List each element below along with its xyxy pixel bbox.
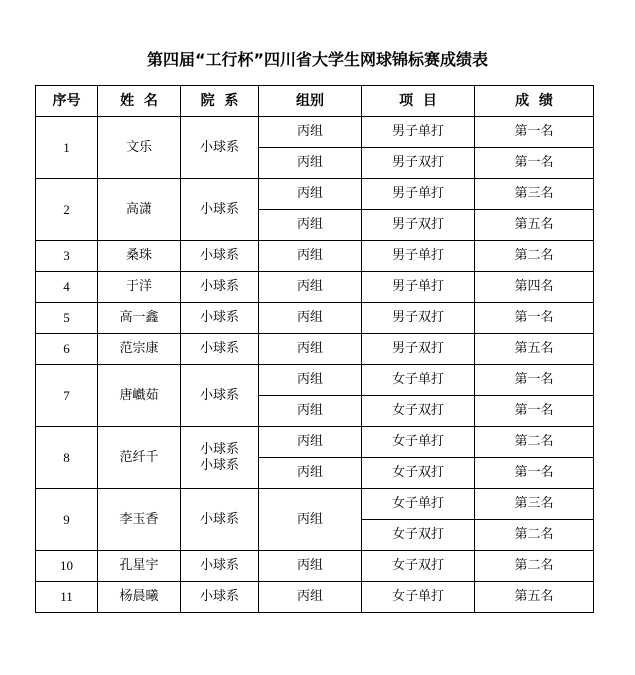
cell-group: 丙组 <box>259 272 362 303</box>
cell-name: 高潇 <box>98 179 181 241</box>
cell-department <box>181 489 259 551</box>
cell-event: 男子双打 <box>362 334 475 365</box>
cell-result: 第四名 <box>475 272 594 303</box>
cell-name: 杨晨曦 <box>98 582 181 613</box>
cell-no: 7 <box>36 365 98 427</box>
table-row <box>36 551 594 582</box>
department-label: 小球系 <box>199 248 239 263</box>
header-name: 姓 名 <box>98 86 181 117</box>
cell-department <box>181 179 259 241</box>
cell-event: 男子双打 <box>362 148 475 179</box>
department-label: 小球系 <box>199 511 239 527</box>
cell-no: 4 <box>36 272 98 303</box>
department-label: 小球系 <box>199 441 239 457</box>
table-row <box>36 427 594 458</box>
department-label: 小球系 <box>199 387 239 403</box>
results-body <box>36 117 594 613</box>
cell-result: 第五名 <box>475 210 594 241</box>
page-title: 第四届“工行杯”四川省大学生网球锦标赛成绩表 <box>146 50 489 69</box>
cell-no: 5 <box>36 303 98 334</box>
header-group: 组别 <box>259 86 362 117</box>
cell-no: 10 <box>36 551 98 582</box>
header-no: 序号 <box>36 86 98 117</box>
cell-event: 男子单打 <box>362 179 475 210</box>
cell-event: 女子单打 <box>362 582 475 613</box>
cell-result: 第三名 <box>475 489 594 520</box>
cell-group: 丙组 <box>259 241 362 272</box>
cell-result: 第二名 <box>475 241 594 272</box>
cell-event: 男子双打 <box>362 303 475 334</box>
cell-name: 高一鑫 <box>98 303 181 334</box>
cell-group: 丙组 <box>259 117 362 148</box>
cell-group: 丙组 <box>259 334 362 365</box>
cell-name: 唐巇茹 <box>98 365 181 427</box>
cell-department <box>181 241 259 272</box>
cell-department <box>181 427 259 489</box>
table-row <box>36 489 594 520</box>
department-label: 小球系 <box>199 201 239 217</box>
department-label: 小球系 <box>199 341 239 356</box>
cell-name: 孔星宇 <box>98 551 181 582</box>
cell-result: 第一名 <box>475 458 594 489</box>
cell-result: 第一名 <box>475 117 594 148</box>
cell-result: 第一名 <box>475 365 594 396</box>
cell-result: 第五名 <box>475 582 594 613</box>
header-event: 项 目 <box>362 86 475 117</box>
cell-event: 女子单打 <box>362 489 475 520</box>
cell-department <box>181 303 259 334</box>
cell-no: 3 <box>36 241 98 272</box>
table-row <box>36 241 594 272</box>
cell-event: 男子单打 <box>362 241 475 272</box>
cell-department <box>181 551 259 582</box>
cell-name: 范宗康 <box>98 334 181 365</box>
cell-group: 丙组 <box>259 303 362 334</box>
department-label: 小球系 <box>199 279 239 294</box>
cell-no: 9 <box>36 489 98 551</box>
cell-result: 第一名 <box>475 148 594 179</box>
cell-result: 第三名 <box>475 179 594 210</box>
cell-group: 丙组 <box>259 427 362 458</box>
cell-group: 丙组 <box>259 148 362 179</box>
table-row <box>36 272 594 303</box>
cell-group: 丙组 <box>259 489 362 551</box>
cell-event: 男子双打 <box>362 210 475 241</box>
cell-result: 第二名 <box>475 551 594 582</box>
department-label: 小球系 <box>199 558 239 573</box>
department-label: 小球系 <box>199 310 239 325</box>
cell-result: 第五名 <box>475 334 594 365</box>
cell-department <box>181 117 259 179</box>
cell-event: 男子单打 <box>362 272 475 303</box>
cell-group: 丙组 <box>259 365 362 396</box>
cell-no: 8 <box>36 427 98 489</box>
cell-no: 11 <box>36 582 98 613</box>
results-table <box>35 85 594 613</box>
cell-event: 女子单打 <box>362 427 475 458</box>
cell-name: 文乐 <box>98 117 181 179</box>
department-label: 小球系 <box>199 139 239 155</box>
header-department: 院 系 <box>181 86 259 117</box>
department-label: 小球系 <box>199 457 239 473</box>
cell-result: 第二名 <box>475 520 594 551</box>
cell-group: 丙组 <box>259 551 362 582</box>
cell-event: 女子单打 <box>362 365 475 396</box>
cell-event: 女子双打 <box>362 520 475 551</box>
header-row <box>36 86 594 117</box>
cell-event: 女子双打 <box>362 396 475 427</box>
cell-group: 丙组 <box>259 179 362 210</box>
cell-no: 2 <box>36 179 98 241</box>
cell-department <box>181 272 259 303</box>
cell-group: 丙组 <box>259 396 362 427</box>
cell-result: 第一名 <box>475 303 594 334</box>
cell-name: 李玉香 <box>98 489 181 551</box>
cell-department <box>181 334 259 365</box>
cell-department <box>181 365 259 427</box>
cell-event: 女子双打 <box>362 551 475 582</box>
department-label: 小球系 <box>199 589 239 604</box>
table-row <box>36 334 594 365</box>
cell-result: 第一名 <box>475 396 594 427</box>
table-row <box>36 582 594 613</box>
cell-group: 丙组 <box>259 582 362 613</box>
table-row <box>36 365 594 396</box>
cell-event: 男子单打 <box>362 117 475 148</box>
cell-no: 1 <box>36 117 98 179</box>
table-row <box>36 303 594 334</box>
table-row <box>36 117 594 148</box>
cell-department <box>181 582 259 613</box>
cell-result: 第二名 <box>475 427 594 458</box>
cell-event: 女子双打 <box>362 458 475 489</box>
cell-no: 6 <box>36 334 98 365</box>
cell-name: 于洋 <box>98 272 181 303</box>
cell-name: 范纤千 <box>98 427 181 489</box>
cell-name: 桑珠 <box>98 241 181 272</box>
table-row <box>36 179 594 210</box>
cell-group: 丙组 <box>259 458 362 489</box>
cell-group: 丙组 <box>259 210 362 241</box>
header-result: 成 绩 <box>475 86 594 117</box>
